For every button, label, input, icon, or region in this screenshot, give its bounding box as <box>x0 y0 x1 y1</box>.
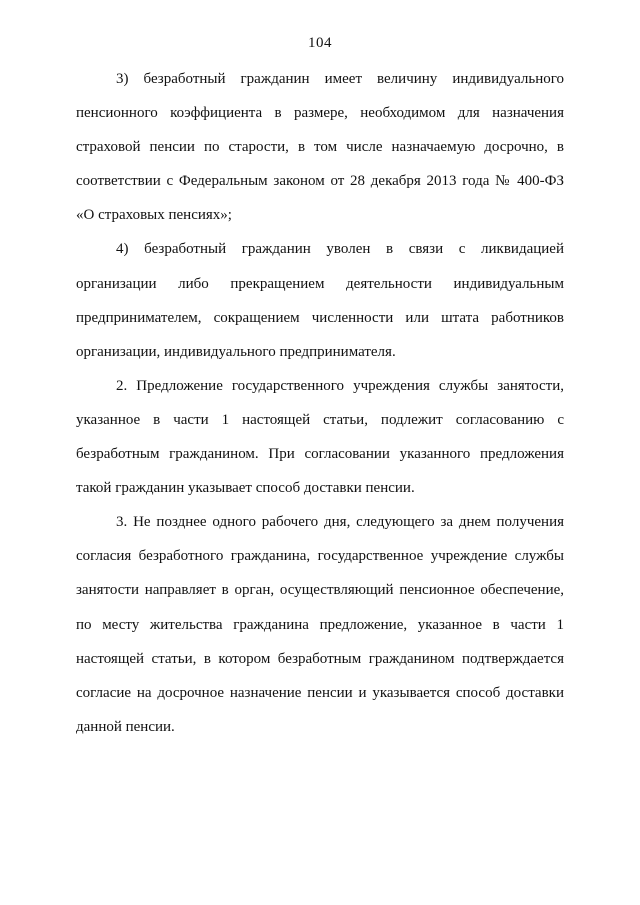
paragraph-part-2: 2. Предложение государственного учреждения службы занятости, указанное в части 1 настоящей статьи, подлежит согласованию с безработным гражданином. При согласовании указанного предложения такой гражданин указывает способ доставки пенсии. <box>76 377 564 497</box>
paragraph-part-3: 3. Не позднее одного рабочего дня, следующего за днем получения согласия безработного гражданина, государственное учреждение службы занятости направляет в орган, осуществляющий пенсионное обеспечение, по месту жительства гражданина предложение, указанное в части 1 настоящей статьи, в котором безработным гражданином подтверждается согласие на досрочное назначение пенсии и указывается способ доставки данной пенсии. <box>76 514 564 735</box>
paragraph-item-3: 3) безработный гражданин имеет величину индивидуального пенсионного коэффициента в размере, необходимом для назначения страховой пенсии по старости, в том числе назначаемую досрочно, в соответствии с Федеральным законом от 28 декабря 2013 года № 400-ФЗ «О страховых пенсиях»; <box>76 71 564 224</box>
document-body <box>76 62 564 744</box>
page-number: 104 <box>308 35 332 51</box>
paragraph-item-4: 4) безработный гражданин уволен в связи с ликвидацией организации либо прекращением деятельности индивидуальным предпринимателем, сокращением численности или штата работников организации, индивидуального предпринимателя. <box>76 241 564 360</box>
